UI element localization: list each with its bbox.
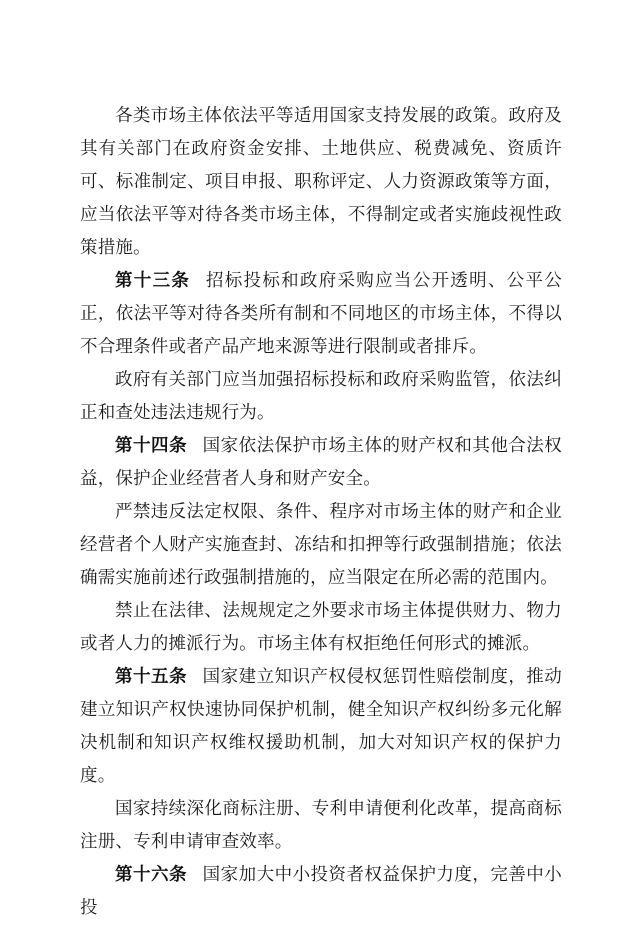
paragraph-text: 国家依法保护市场主体的财产权和其他合法权益，保护企业经营者人身和财产安全。 (80, 436, 562, 489)
paragraph-trademark-reform (80, 793, 562, 859)
article-number: 第十四条 (115, 436, 187, 456)
paragraph-article-14 (80, 430, 562, 496)
paragraph-article-15 (80, 661, 562, 793)
paragraph-text: 各类市场主体依法平等适用国家支持发展的政策。政府及其有关部门在政府资金安排、土地供应、税费减免、资质许可、标准制定、项目申报、职称评定、人力资源政策等方面，应当依法平等对待各类市场主体，不得制定或者实施歧视性政策措施。 (80, 106, 562, 258)
paragraph-text: 国家加大中小投资者权益保护力度，完善中小投 (80, 865, 562, 918)
paragraph-article-13 (80, 265, 562, 364)
article-number: 第十五条 (115, 667, 187, 687)
paragraph-text: 严禁违反法定权限、条件、程序对市场主体的财产和企业经营者个人财产实施查封、冻结和扣押等行政强制措施；依法确需实施前述行政强制措施的，应当限定在所必需的范围内。 (80, 502, 562, 588)
paragraph-text: 国家建立知识产权侵权惩罚性赔偿制度，推动建立知识产权快速协同保护机制，健全知识产权纠纷多元化解决机制和知识产权维权援助机制，加大对知识产权的保护力度。 (80, 667, 562, 786)
article-number: 第十六条 (115, 865, 187, 885)
document-body (80, 100, 562, 925)
paragraph-procurement-supervision (80, 364, 562, 430)
paragraph-text: 国家持续深化商标注册、专利申请便利化改革，提高商标注册、专利申请审查效率。 (80, 799, 562, 852)
paragraph-article-16 (80, 859, 562, 925)
paragraph-policy-equality (80, 100, 562, 265)
paragraph-text: 禁止在法律、法规规定之外要求市场主体提供财力、物力或者人力的摊派行为。市场主体有权拒绝任何形式的摊派。 (80, 601, 562, 654)
paragraph-compulsory-measures (80, 496, 562, 595)
paragraph-text: 招标投标和政府采购应当公开透明、公平公正，依法平等对待各类所有制和不同地区的市场主体，不得以不合理条件或者产品产地来源等进行限制或者排斥。 (80, 271, 562, 357)
article-number: 第十三条 (115, 271, 191, 291)
paragraph-apportionment-ban (80, 595, 562, 661)
paragraph-text: 政府有关部门应当加强招标投标和政府采购监管，依法纠正和查处违法违规行为。 (80, 370, 562, 423)
